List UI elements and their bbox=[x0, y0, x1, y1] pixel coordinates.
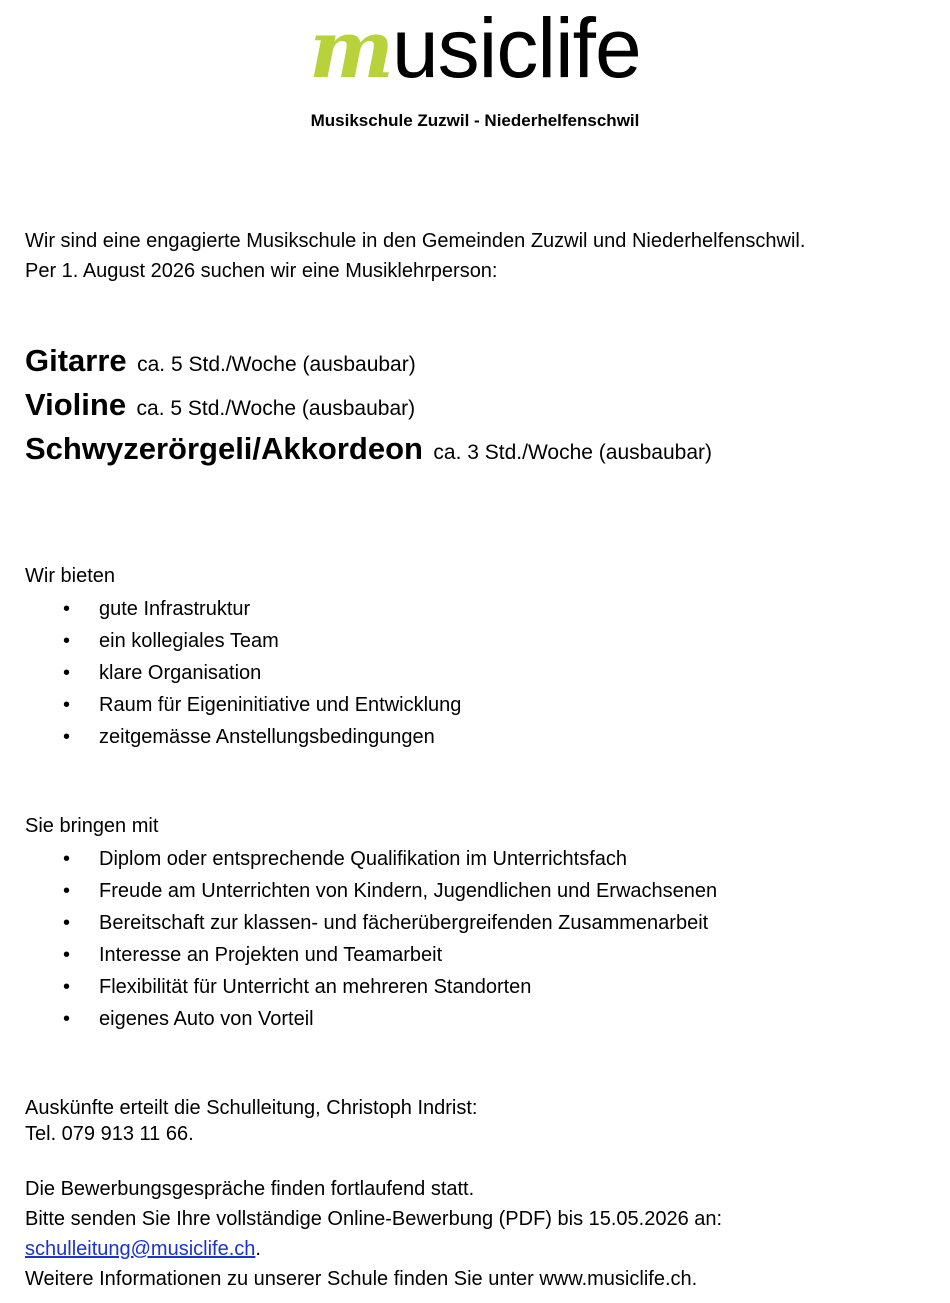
list-item-text: eigenes Auto von Vorteil bbox=[99, 1008, 314, 1030]
position-detail: ca. 5 Std./Woche (ausbaubar) bbox=[137, 353, 416, 376]
offer-heading: Wir bieten bbox=[25, 565, 116, 587]
application-line-2: Bitte senden Sie Ihre vollständige Online-Bewerbung (PDF) bis 15.05.2026 an: bbox=[25, 1208, 723, 1230]
intro-line-1: Wir sind eine engagierte Musikschule in den Gemeinden Zuzwil und Niederhelfenschwil. bbox=[25, 230, 806, 252]
application-line-4: Weitere Informationen zu unserer Schule finden Sie unter www.musiclife.ch. bbox=[25, 1268, 698, 1290]
list-item bbox=[25, 593, 461, 625]
school-name: Musikschule Zuzwil - Niederhelfenschwil bbox=[310, 111, 640, 130]
position-violine bbox=[25, 387, 712, 431]
bullet-icon: • bbox=[63, 694, 71, 716]
list-item-text: gute Infrastruktur bbox=[99, 598, 251, 620]
logo-wordmark: usiclife bbox=[391, 1, 641, 95]
list-item bbox=[25, 625, 461, 657]
list-item-text: zeitgemässe Anstellungsbedingungen bbox=[99, 726, 435, 748]
requirements-list bbox=[25, 843, 717, 1035]
list-item bbox=[25, 689, 461, 721]
list-item-text: Diplom oder entsprechende Qualifikation im Unterrichtsfach bbox=[99, 848, 628, 870]
intro-line-2: Per 1. August 2026 suchen wir eine Musiklehrperson: bbox=[25, 260, 498, 282]
requirements-heading: Sie bringen mit bbox=[25, 815, 159, 837]
bullet-icon: • bbox=[63, 912, 71, 934]
list-item-text: klare Organisation bbox=[99, 662, 262, 684]
contact-info bbox=[25, 1095, 477, 1147]
application-info bbox=[25, 1174, 722, 1294]
contact-phone: Tel. 079 913 11 66. bbox=[25, 1123, 194, 1145]
list-item-text: Freude am Unterrichten von Kindern, Jugendlichen und Erwachsenen bbox=[99, 880, 718, 902]
bullet-icon: • bbox=[63, 598, 71, 620]
position-title: Schwyzerörgeli/Akkordeon bbox=[25, 431, 423, 466]
list-item bbox=[25, 657, 461, 689]
positions-list bbox=[25, 343, 712, 475]
bullet-icon: • bbox=[63, 726, 71, 748]
list-item-text: Interesse an Projekten und Teamarbeit bbox=[99, 944, 443, 966]
application-line-1: Die Bewerbungsgespräche finden fortlaufend statt. bbox=[25, 1178, 475, 1200]
list-item bbox=[25, 939, 717, 971]
list-item-text: Flexibilität für Unterricht an mehreren Standorten bbox=[99, 976, 532, 998]
position-schwyzeroergeli-akkordeon bbox=[25, 431, 712, 475]
logo-m-letter: m bbox=[309, 2, 392, 96]
musiclife-logo bbox=[0, 1, 950, 96]
application-email-line bbox=[25, 1234, 722, 1264]
bullet-icon: • bbox=[63, 976, 71, 998]
list-item-text: Raum für Eigeninitiative und Entwicklung bbox=[99, 694, 462, 716]
bullet-icon: • bbox=[63, 1008, 71, 1030]
position-title: Gitarre bbox=[25, 343, 127, 378]
position-gitarre bbox=[25, 343, 712, 387]
requirements-section bbox=[25, 811, 717, 1035]
list-item bbox=[25, 1003, 717, 1035]
email-link[interactable]: schulleitung@musiclife.ch bbox=[25, 1238, 256, 1260]
bullet-icon: • bbox=[63, 944, 71, 966]
list-item-text: ein kollegiales Team bbox=[99, 630, 279, 652]
list-item bbox=[25, 721, 461, 753]
list-item-text: Bereitschaft zur klassen- und fächerübergreifenden Zusammenarbeit bbox=[99, 912, 709, 934]
list-item bbox=[25, 875, 717, 907]
offer-list bbox=[25, 593, 461, 753]
bullet-icon: • bbox=[63, 880, 71, 902]
position-detail: ca. 5 Std./Woche (ausbaubar) bbox=[136, 397, 416, 420]
bullet-icon: • bbox=[63, 662, 71, 684]
bullet-icon: • bbox=[63, 848, 71, 870]
list-item bbox=[25, 843, 717, 875]
bullet-icon: • bbox=[63, 630, 71, 652]
list-item bbox=[25, 907, 717, 939]
contact-line-1: Auskünfte erteilt die Schulleitung, Christoph Indrist: bbox=[25, 1097, 478, 1119]
position-title: Violine bbox=[25, 387, 127, 422]
list-item bbox=[25, 971, 717, 1003]
intro-paragraph bbox=[25, 226, 805, 286]
email-suffix: . bbox=[255, 1238, 261, 1260]
position-detail: ca. 3 Std./Woche (ausbaubar) bbox=[433, 441, 713, 464]
offer-section bbox=[25, 561, 461, 753]
